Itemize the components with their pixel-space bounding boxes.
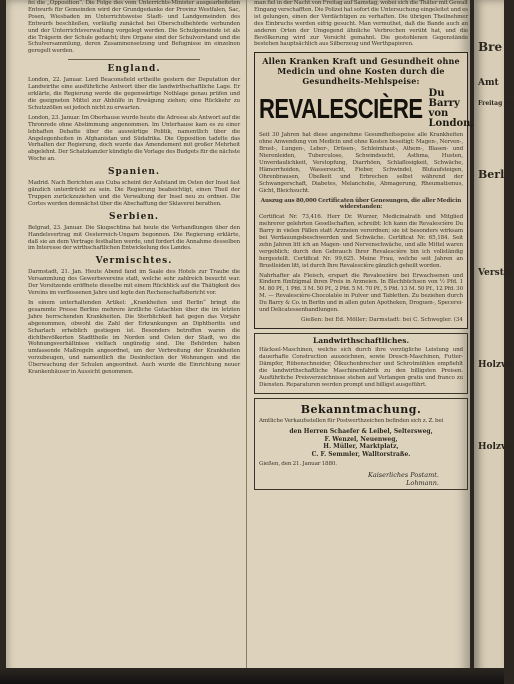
vermischtes-paragraph-2: In einem unterhaltenden Artikel: „Krankheiten und Berlin“ bringt die gesammte Presse Berlins mehrere ärztliche Gutachten über die im letzten Jahre herrschenden Krankheiten. Die Sterblichkeit hat gegen das Vorjahr abgenommen, obwohl die Zahl der Erkrankungen an Diphtheritis und Scharlach erheblich gestiegen ist. Besonders betroffen waren die dichtbevölkerten Stadttheile im Norden und Osten der Stadt, wo die Wohnungsverhältnisse vielfach ungünstig sind. Die Behörden haben umfassende Maßregeln angeordnet, um der Verbreitung der Krankheiten vorzubeugen, und namentlich die Desinfection der Wohnungen und die Überwachung der Schulen angeordnet. Auch wurde die Einrichtung neuer Krankenhäuser in Aussicht genommen. bbox=[28, 300, 240, 376]
bekanntmachung-name-3: H. Müller, Marktplatz, bbox=[323, 443, 399, 451]
column-rule bbox=[246, 0, 247, 684]
spanien-heading: Spanien. bbox=[108, 167, 160, 178]
revalesciere-advertisement bbox=[254, 52, 474, 329]
vermischtes-paragraph-1: Darmstadt, 21. Jan. Heute Abend fand im Saale des Hotels zur Traube die Versammlung des Gewerbevereins statt, welche sehr zahlreich besucht war. Der Vorsitzende eröffnete dieselbe mit einem Rückblick auf die Thätigkeit des Vereins im verflossenen Jahre und legte den Rechenschaftsbericht vor. bbox=[28, 269, 240, 297]
ad-title: REVALESCIÈRE bbox=[259, 93, 423, 125]
landw-title: Landwirthschaftliches. bbox=[312, 336, 410, 345]
serbien-paragraph: Belgrad, 23. Januar. Die Skupschtina hat heute die Verhandlungen über den Handelsvertrag mit Oesterreich-Ungarn begonnen. Die Regierung erklärte, daß sie an dem Vertrage festhalten werde, und fordert die Annahme desselben im Interesse der wirthschaftlichen Entwickelung des Landes. bbox=[28, 224, 240, 252]
ad-number: (34 bbox=[453, 317, 463, 323]
next-page-fragment-5: Verstei bbox=[478, 268, 513, 278]
landwirthschaftliches-box bbox=[254, 333, 468, 394]
england-heading: England. bbox=[107, 64, 161, 75]
top-paragraph: man fiel in der Nacht von Freitag auf Samstag, wobei sich die Thäter mit Gewalt Eingang verschafften. Die Polizei hat sofort die Untersuchung eingeleitet und es ist gelungen, einen der Verdächtigen zu verhaften. Die übrigen Theilnehmer des Einbruchs werden eifrig gesucht. Man vermuthet, daß die Bande auch an anderen Orten der Umgegend ähnliche Verbrechen verübt hat, und die Bevölkerung wird zur Vorsicht gemahnt. Die gestohlenen Gegenstände bestehen hauptsächlich aus Silberzeug und Werthpapieren. bbox=[254, 0, 468, 48]
next-page-fragment-7: Holzve bbox=[478, 442, 512, 452]
bekanntmachung-paragraph: Amtliche Verkaufsstellen für Postwerthzeichen befinden sich z. Z. bei bbox=[259, 418, 444, 425]
intro-paragraph: fei die „Opposition“. Die Folge des vom Unterrichts-Minister ausgearbeiteten Entwurfs für Gemeinden wird der Grundgedanke der Provinz Westfalen, Sac, Posen, Wiesbaden im Unterrichtsweise Stadt- und Landgemeinden des Entwurfs beschließen, vorläufig zunächst bei Oberschulbehörde verbunden und der Unterrichtsverwaltung vorgelegt werden. Die Schulgemeinde ist als die Trägerin der Schule gedacht; ihre Organe sind der Schulvorstand und die Schulversammlung, deren Zusammensetzung und Befugnisse im einzelnen geregelt werden. bbox=[28, 0, 240, 55]
bekanntmachung-name-4: C. F. Semmler, Walltorstraße. bbox=[311, 450, 411, 458]
right-column bbox=[254, 0, 474, 684]
spanien-paragraph: Madrid. Nach Berichten aus Cuba scheint der Aufstand im Osten der Insel fast gänzlich unterdrückt zu sein. Die Regierung beabsichtigt, einen Theil der Truppen zurückzuziehen und die Verwaltung der Insel neu zu ordnen. Die Cortes werden demnächst über die Abschaffung der Sklaverei berathen. bbox=[28, 180, 240, 207]
bekanntmachung-signature: Lohmann. bbox=[406, 479, 439, 488]
scan-bottom-edge bbox=[0, 668, 504, 684]
section-divider bbox=[68, 59, 200, 60]
serbien-heading: Serbien. bbox=[108, 211, 160, 222]
ad-subtitle: Du Barry von London. bbox=[428, 88, 474, 130]
bekanntmachung-name-2: F. Wenzel, Neuenweg, bbox=[324, 435, 398, 443]
bekanntmachung-box bbox=[254, 398, 468, 490]
newspaper-page bbox=[6, 0, 474, 684]
left-column bbox=[28, 0, 240, 684]
ad-headline: Allen Kranken Kraft und Gesundheit ohne Medicin und ohne Kosten durch die Gesundheits-Mehlspeise: bbox=[262, 56, 460, 87]
ad-title-row bbox=[259, 88, 474, 130]
next-page-fragment-2: Amt bbox=[478, 78, 499, 88]
landw-paragraph: Häcksel-Maschinen, welche sich durch ihre vorzügliche Leistung und dauerhafte Construction auszeichnen, sowie Dresch-Maschinen, Futter-Dämpfer, Rübenschneider, Ölkuchenbrecher und Schrotmühlen empfiehlt die landwirthschaftliche Maschinenfabrik zu den billigsten Preisen. Ausführliche Preisverzeichnisse stehen auf Verlangen gratis und franco zu Diensten. Reparaturen werden prompt und billigst ausgeführt. bbox=[259, 347, 463, 388]
adjacent-page-edge bbox=[474, 0, 514, 684]
next-page-fragment-1: Bre bbox=[478, 40, 503, 54]
ad-paragraph-2: Certificat Nr. 73,416. Herr Dr. Wurzer, Medicinalrath und Mitglied mehrerer gelehrten Gesellschaften, schreibt: Ich kann die Revalescière Du Barry in vielen Fällen statt Arzneien verordnen; sie ist besonders wirksam bei Verdauungsbeschwerden und Schwäche. Certificat Nr. 65,184. Seit zehn Jahren litt ich an Magen- und Nervenschwäche, und alle Mittel waren vergeblich; durch den Gebrauch Ihrer Revalescière bin ich vollständig hergestellt. Certificat Nr. 99,625. Meine Frau, welche seit Jahren an Brustleiden litt, ist durch Ihre Revalescière gänzlich geheilt worden. bbox=[259, 214, 463, 269]
next-page-fragment-4: Berl bbox=[478, 168, 505, 181]
bekanntmachung-office: Kaiserliches Postamt. bbox=[367, 471, 439, 480]
vermischtes-heading: Vermischtes. bbox=[95, 256, 173, 267]
next-page-fragment-6: Holzve bbox=[478, 360, 512, 370]
ad-signature-text: Gießen: bei Ed. Möller; Darmstadt: bei C. Schwegler. bbox=[301, 317, 452, 323]
ad-signature bbox=[259, 317, 463, 323]
ad-paragraph-3: Nahrhafter als Fleisch, erspart die Revalescière bei Erwachsenen und Kindern fünfzigmal ihren Preis in Arzneien. In Blechbüchsen von ½ Pfd. 1 M. 80 Pf., 1 Pfd. 3 M. 50 Pf., 2 Pfd. 5 M. 70 Pf., 5 Pfd. 13 M. 50 Pf., 12 Pfd. 30 M. — Revalescière-Chocolatée in Pulver und Tabletten. Zu beziehen durch Du Barry & Co. in Berlin und in allen guten Apotheken, Droguen-, Specerei- und Delicatessenhandlungen. bbox=[259, 272, 463, 314]
next-page-fragment-3: Freitag bis bbox=[478, 100, 514, 107]
bekanntmachung-name-1: den Herren Schaefer & Leibel, Seltersweg, bbox=[289, 428, 433, 436]
england-paragraph-2: London, 23. Januar. Im Oberhause wurde heute die Adresse als Antwort auf die Thronrede ohne Abstimmung angenommen. Im Unterhause kam es zu einer lebhaften Debatte über die auswärtige Politik, namentlich über die Angelegenheiten in Afghanistan und Südafrika. Die Opposition tadelte das Verhalten der Regierung, doch wurde das Amendement mit großer Mehrheit abgelehnt. Der Schatzkanzler kündigte die Vorlage des Budgets für die nächste Woche an. bbox=[28, 114, 240, 163]
bekanntmachung-title: Bekanntmachung. bbox=[300, 403, 422, 417]
england-paragraph-1: London, 22. Januar. Lord Beaconsfield ertheilte gestern der Deputation der Landwirthe eine ausführliche Antwort über die landwirthschaftliche Lage. Er erklärte, die Regierung werde die gegenwärtige Nothlage genau prüfen und die geeigneten Mittel zur Abhülfe in Erwägung ziehen; eine Rückkehr zu Schutzzöllen sei jedoch nicht zu erwarten. bbox=[28, 77, 240, 111]
bekanntmachung-date: Gießen, den 21. Januar 1880. bbox=[259, 461, 337, 468]
ad-emphasis: Auszug aus 80,000 Certificaten über Genesungen, die aller Medicin widerstanden: bbox=[260, 197, 462, 211]
ad-paragraph-1: Seit 30 Jahren hat diese angenehme Gesundheitsspeise alle Krankheiten ohne Anwendung von Medicin und ohne Kosten beseitigt: Magen-, Nerven-, Brust-, Lungen-, Leber-, Drüsen-, Schleimhaut-, Athem-, Blasen- und Nierenleiden, Tuberculose, Schwindsucht, Asthma, Husten, Unverdaulichkeit, Verstopfung, Diarrhöen, Schlaflosigkeit, Schwäche, Hämorrhoiden, Wassersucht, Fieber, Schwindel, Blutaufsteigen, Ohrenbrausen, Übelkeit und Erbrechen selbst während der Schwangerschaft, Diabetes, Melancholie, Abmagerung, Rheumatismus, Gicht, Bleichsucht. bbox=[259, 132, 463, 194]
